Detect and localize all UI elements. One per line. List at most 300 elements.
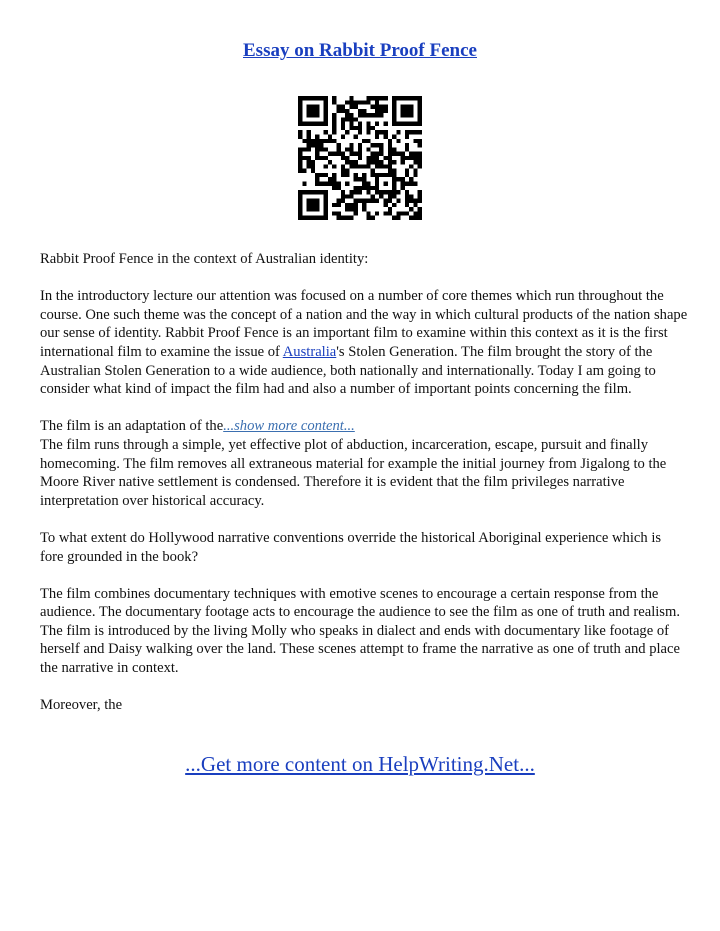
qr-module: [405, 109, 409, 113]
qr-module: [392, 109, 396, 113]
qr-module: [409, 194, 413, 198]
qr-code-icon: [298, 96, 422, 220]
qr-module: [366, 126, 370, 130]
qr-module: [375, 177, 379, 181]
qr-module: [341, 134, 345, 138]
qr-module: [324, 105, 328, 109]
qr-module: [371, 160, 375, 164]
qr-module: [319, 156, 323, 160]
qr-module: [349, 207, 353, 211]
qr-module: [311, 199, 315, 203]
qr-module: [388, 211, 392, 215]
title-link[interactable]: Essay on Rabbit Proof Fence: [243, 40, 477, 61]
qr-module: [413, 139, 417, 143]
qr-module: [362, 109, 366, 113]
qr-module: [315, 105, 319, 109]
qr-module: [392, 134, 396, 138]
qr-module: [324, 100, 328, 104]
qr-module: [345, 182, 349, 186]
get-more-content-link[interactable]: ...Get more content on HelpWriting.Net...: [185, 752, 535, 776]
qr-module: [405, 147, 409, 151]
qr-module: [405, 105, 409, 109]
qr-module: [332, 186, 336, 190]
qr-module: [341, 173, 345, 177]
qr-module: [405, 122, 409, 126]
qr-module: [345, 173, 349, 177]
qr-module: [371, 105, 375, 109]
qr-module: [332, 100, 336, 104]
qr-module: [341, 216, 345, 220]
qr-module: [341, 122, 345, 126]
qr-module: [298, 134, 302, 138]
qr-module: [384, 105, 388, 109]
qr-module: [418, 113, 422, 117]
qr-module: [413, 122, 417, 126]
qr-module: [307, 203, 311, 207]
qr-module: [418, 199, 422, 203]
qr-module: [298, 147, 302, 151]
qr-module: [388, 147, 392, 151]
qr-module: [315, 216, 319, 220]
qr-module: [384, 130, 388, 134]
qr-module: [302, 182, 306, 186]
qr-module: [358, 186, 362, 190]
qr-module: [298, 113, 302, 117]
qr-module: [366, 113, 370, 117]
qr-module: [392, 117, 396, 121]
qr-module: [349, 100, 353, 104]
qr-module: [336, 143, 340, 147]
qr-module: [379, 105, 383, 109]
qr-module: [418, 211, 422, 215]
qr-module: [336, 199, 340, 203]
qr-module: [302, 216, 306, 220]
qr-module: [388, 169, 392, 173]
qr-module: [401, 122, 405, 126]
qr-module: [401, 156, 405, 160]
qr-module: [315, 139, 319, 143]
qr-module: [392, 105, 396, 109]
qr-module: [345, 113, 349, 117]
qr-module: [375, 152, 379, 156]
qr-module: [392, 177, 396, 181]
qr-module: [418, 100, 422, 104]
qr-module: [384, 203, 388, 207]
qr-module: [324, 173, 328, 177]
qr-module: [332, 96, 336, 100]
qr-module: [324, 182, 328, 186]
qr-module: [307, 109, 311, 113]
qr-module: [307, 139, 311, 143]
qr-module: [311, 109, 315, 113]
qr-module: [298, 130, 302, 134]
qr-module: [405, 211, 409, 215]
qr-module: [362, 139, 366, 143]
qr-module: [405, 203, 409, 207]
qr-module: [328, 160, 332, 164]
qr-module: [328, 182, 332, 186]
qr-module: [345, 100, 349, 104]
qr-module: [362, 173, 366, 177]
qr-module: [332, 113, 336, 117]
paragraph-5: Moreover, the: [40, 697, 123, 714]
qr-module: [396, 199, 400, 203]
qr-module: [371, 199, 375, 203]
qr-module: [358, 156, 362, 160]
qr-module: [319, 190, 323, 194]
qr-module: [298, 164, 302, 168]
qr-module: [392, 203, 396, 207]
qr-module: [362, 100, 366, 104]
qr-module: [371, 96, 375, 100]
qr-module: [413, 96, 417, 100]
qr-module: [358, 164, 362, 168]
qr-module: [307, 216, 311, 220]
qr-module: [392, 147, 396, 151]
qr-module: [418, 122, 422, 126]
qr-module: [349, 194, 353, 198]
qr-module: [366, 147, 370, 151]
essay-heading: Rabbit Proof Fence in the context of Australian identity:: [40, 251, 369, 267]
paragraph-1-text-a: In the introductory lecture our attention was focused on a number of core themes which run throughout the course. One such theme was the concept of a nation and the way in which cultural products of the nation shape our sense of identity. Rabbit Proof Fence is an important film to examine within this context as it is the first international film to examine the issue of: [40, 288, 688, 360]
qr-module: [315, 143, 319, 147]
qr-module: [418, 194, 422, 198]
qr-module: [341, 164, 345, 168]
qr-module: [341, 199, 345, 203]
qr-module: [345, 156, 349, 160]
qr-module: [366, 186, 370, 190]
qr-module: [298, 194, 302, 198]
qr-module: [413, 152, 417, 156]
qr-module: [298, 100, 302, 104]
qr-module: [405, 113, 409, 117]
qr-module: [392, 160, 396, 164]
qr-module: [375, 199, 379, 203]
qr-module: [336, 203, 340, 207]
qr-module: [375, 211, 379, 215]
qr-module: [384, 211, 388, 215]
qr-module: [354, 199, 358, 203]
qr-module: [302, 147, 306, 151]
qr-module: [315, 173, 319, 177]
qr-module: [409, 156, 413, 160]
qr-module: [349, 105, 353, 109]
qr-module: [315, 113, 319, 117]
qr-module: [409, 199, 413, 203]
qr-module: [384, 109, 388, 113]
qr-module: [349, 143, 353, 147]
qr-module: [328, 152, 332, 156]
qr-module: [345, 160, 349, 164]
qr-module: [345, 216, 349, 220]
qr-module: [366, 199, 370, 203]
qr-module: [298, 105, 302, 109]
qr-module: [349, 96, 353, 100]
qr-module: [405, 190, 409, 194]
qr-module: [324, 216, 328, 220]
qr-module: [298, 203, 302, 207]
qr-module: [324, 203, 328, 207]
qr-module: [311, 139, 315, 143]
qr-module: [332, 203, 336, 207]
qr-module: [392, 169, 396, 173]
qr-module: [349, 117, 353, 121]
qr-module: [366, 130, 370, 134]
qr-module: [413, 216, 417, 220]
qr-module: [324, 122, 328, 126]
qr-module: [371, 113, 375, 117]
qr-module: [409, 113, 413, 117]
qr-module: [311, 216, 315, 220]
qr-module: [341, 190, 345, 194]
qr-module: [418, 105, 422, 109]
qr-module: [371, 152, 375, 156]
qr-module: [345, 203, 349, 207]
qr-module: [392, 152, 396, 156]
paragraph-1-text-b: 's Stolen Generation. The film brought the story of the Australian Stolen Generation to a wide audience, both nationally and internationally. Today I am going to consider what kind of impact the film had and also a number of important points concerning the film.: [40, 343, 656, 398]
qr-module: [324, 207, 328, 211]
qr-module: [341, 117, 345, 121]
paragraph-4: The film combines documentary techniques with emotive scenes to encourage a certain response from the audience. The documentary footage acts to encourage the audience to see the film as one of truth and realism. The film is introduced by the living Molly who speaks in dialect and ends with documentary like footage of herself and Daisy walking over the land. These scenes attempt to frame the narrative as one of truth and place the narrative in context.: [40, 585, 680, 677]
qr-code-graphic: [298, 96, 422, 220]
qr-module: [418, 143, 422, 147]
qr-module: [324, 190, 328, 194]
qr-module: [409, 177, 413, 181]
qr-module: [418, 109, 422, 113]
qr-module: [375, 173, 379, 177]
qr-module: [413, 156, 417, 160]
qr-module: [396, 139, 400, 143]
qr-module: [405, 130, 409, 134]
qr-module: [418, 190, 422, 194]
australia-link[interactable]: Australia: [282, 343, 337, 360]
qr-module: [366, 164, 370, 168]
qr-module: [388, 139, 392, 143]
qr-module: [375, 186, 379, 190]
qr-module: [354, 190, 358, 194]
qr-module: [311, 105, 315, 109]
qr-module: [349, 160, 353, 164]
qr-module: [375, 113, 379, 117]
qr-module: [307, 105, 311, 109]
qr-module: [362, 207, 366, 211]
qr-module: [358, 177, 362, 181]
qr-module: [298, 152, 302, 156]
qr-module: [358, 100, 362, 104]
qr-module: [375, 156, 379, 160]
qr-module: [366, 182, 370, 186]
qr-module: [332, 126, 336, 130]
qr-module: [332, 211, 336, 215]
qr-module: [341, 152, 345, 156]
qr-module: [315, 122, 319, 126]
qr-module: [341, 194, 345, 198]
qr-module: [311, 190, 315, 194]
qr-module: [345, 109, 349, 113]
qr-module: [405, 169, 409, 173]
qr-module: [298, 122, 302, 126]
qr-module: [324, 194, 328, 198]
qr-module: [388, 164, 392, 168]
qr-module: [366, 190, 370, 194]
qr-module: [409, 216, 413, 220]
qr-module: [405, 199, 409, 203]
qr-module: [392, 182, 396, 186]
qr-module: [388, 207, 392, 211]
qr-module: [298, 190, 302, 194]
qr-module: [392, 194, 396, 198]
qr-module: [324, 139, 328, 143]
qr-module: [379, 190, 383, 194]
qr-module: [298, 109, 302, 113]
qr-module: [358, 113, 362, 117]
qr-module: [405, 182, 409, 186]
qr-module: [388, 190, 392, 194]
qr-module: [324, 96, 328, 100]
qr-module: [302, 156, 306, 160]
qr-module: [379, 113, 383, 117]
qr-module: [315, 199, 319, 203]
qr-module: [298, 169, 302, 173]
qr-module: [401, 186, 405, 190]
qr-module: [375, 182, 379, 186]
qr-module: [328, 177, 332, 181]
qr-module: [409, 130, 413, 134]
qr-module: [307, 164, 311, 168]
qr-module: [336, 211, 340, 215]
qr-module: [362, 164, 366, 168]
paragraph-1: [40, 287, 688, 399]
qr-module: [384, 122, 388, 126]
qr-module: [371, 143, 375, 147]
qr-module: [384, 134, 388, 138]
qr-module: [388, 156, 392, 160]
paragraph-3: To what extent do Hollywood narrative conventions override the historical Aboriginal experience which is fore grounded in the book?: [40, 529, 662, 565]
qr-module: [375, 122, 379, 126]
qr-module: [358, 126, 362, 130]
qr-module: [371, 126, 375, 130]
qr-module: [371, 173, 375, 177]
qr-module: [315, 152, 319, 156]
qr-module: [358, 109, 362, 113]
qr-module: [298, 199, 302, 203]
qr-module: [371, 186, 375, 190]
qr-module: [354, 126, 358, 130]
qr-module: [418, 152, 422, 156]
qr-module: [332, 139, 336, 143]
qr-module: [388, 160, 392, 164]
qr-module: [345, 169, 349, 173]
qr-module: [379, 160, 383, 164]
qr-module: [311, 203, 315, 207]
qr-module: [336, 109, 340, 113]
qr-module: [401, 160, 405, 164]
qr-module: [354, 203, 358, 207]
qr-module: [418, 117, 422, 121]
qr-module: [354, 207, 358, 211]
qr-module: [401, 109, 405, 113]
qr-module: [354, 134, 358, 138]
qr-module: [332, 130, 336, 134]
qr-module: [336, 105, 340, 109]
qr-module: [324, 199, 328, 203]
qr-module: [405, 156, 409, 160]
qr-module: [341, 109, 345, 113]
qr-module: [379, 194, 383, 198]
qr-module: [324, 164, 328, 168]
qr-module: [375, 130, 379, 134]
qr-module: [396, 130, 400, 134]
qr-module: [324, 109, 328, 113]
qr-module: [401, 113, 405, 117]
qr-module: [336, 147, 340, 151]
qr-module: [418, 96, 422, 100]
qr-module: [345, 117, 349, 121]
qr-module: [298, 160, 302, 164]
qr-module: [341, 126, 345, 130]
qr-module: [418, 139, 422, 143]
qr-module: [409, 122, 413, 126]
essay-body: [40, 250, 688, 733]
qr-module: [362, 186, 366, 190]
qr-module: [405, 194, 409, 198]
qr-module: [324, 117, 328, 121]
qr-module: [354, 152, 358, 156]
qr-module: [375, 143, 379, 147]
qr-module: [392, 173, 396, 177]
qr-module: [336, 182, 340, 186]
show-more-link[interactable]: ...show more content...: [223, 418, 355, 435]
qr-module: [375, 190, 379, 194]
qr-module: [315, 207, 319, 211]
qr-module: [307, 147, 311, 151]
qr-module: [396, 152, 400, 156]
qr-module: [319, 139, 323, 143]
qr-module: [371, 169, 375, 173]
qr-module: [341, 105, 345, 109]
qr-module: [302, 139, 306, 143]
qr-module: [341, 169, 345, 173]
qr-module: [354, 173, 358, 177]
qr-module: [388, 194, 392, 198]
qr-module: [311, 207, 315, 211]
qr-module: [401, 211, 405, 215]
qr-module: [302, 169, 306, 173]
qr-module: [413, 160, 417, 164]
qr-module: [371, 194, 375, 198]
qr-module: [375, 134, 379, 138]
qr-module: [324, 147, 328, 151]
qr-module: [358, 122, 362, 126]
qr-module: [405, 134, 409, 138]
qr-module: [324, 156, 328, 160]
qr-module: [401, 182, 405, 186]
qr-module: [302, 96, 306, 100]
qr-module: [362, 203, 366, 207]
qr-module: [307, 122, 311, 126]
qr-module: [332, 117, 336, 121]
qr-module: [418, 160, 422, 164]
qr-module: [336, 216, 340, 220]
qr-module: [362, 199, 366, 203]
qr-module: [324, 113, 328, 117]
qr-module: [349, 122, 353, 126]
qr-module: [366, 96, 370, 100]
qr-module: [349, 190, 353, 194]
qr-module: [388, 199, 392, 203]
qr-module: [319, 122, 323, 126]
qr-module: [418, 156, 422, 160]
